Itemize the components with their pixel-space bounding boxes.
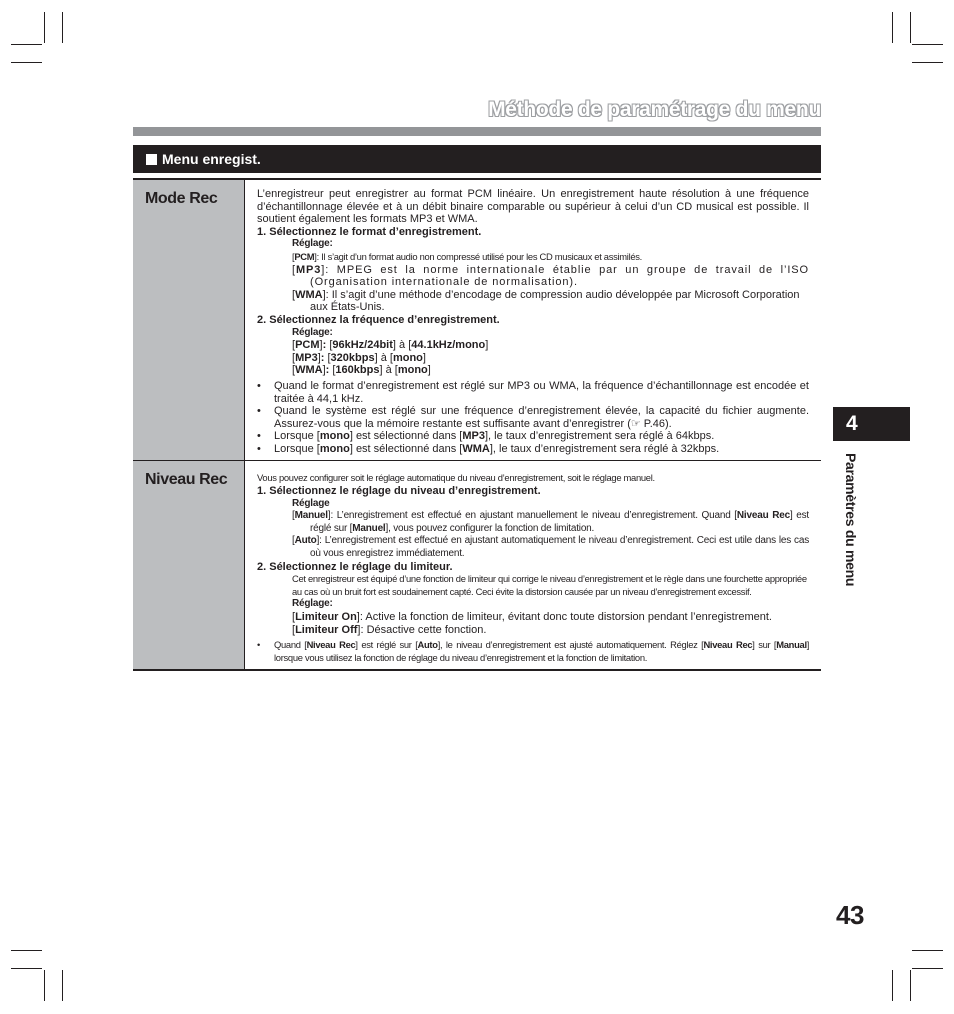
option-key: Limiteur On xyxy=(295,611,357,623)
page-number: 43 xyxy=(836,900,864,930)
limiter-description: Cet enregistreur est équipé d’une fonction de limiteur qui corrige le niveau d’enregistrement et le règle dans une fourchette appropriée au cas où un bruit fort est soudainement capté. Ceci évite la distorsion causée par un niveau d’enregistrement excessif. xyxy=(292,573,807,597)
reglage-label: Réglage xyxy=(292,497,330,509)
reglage-label: Réglage: xyxy=(292,326,333,338)
option-key: PCM xyxy=(294,250,315,262)
note-text: ] est réglé sur [ xyxy=(355,639,418,651)
note-key: mono xyxy=(319,442,350,455)
option-limiter-on: [Limiteur On]: Active la fonction de limiteur, évitant donc toute distorsion pendant l’enregistrement. xyxy=(292,611,772,623)
list-item xyxy=(257,430,809,443)
step-heading: 2. Sélectionnez la fréquence d’enregistrement. xyxy=(257,313,500,326)
crop-mark xyxy=(62,970,63,1001)
option-auto: [Auto]: L’enregistrement est effectué en ajustant automatiquement le niveau d’enregistrement. Ceci est utile dans les cas où vous enregistrez immédiatement. xyxy=(292,535,809,560)
reglage-label: Réglage: xyxy=(292,598,333,610)
option-desc: : Il s’agit d’une méthode d’encodage de compression audio développée par Microsoft Corporation aux États-Unis. xyxy=(310,288,800,314)
chapter-title: Paramètres du menu xyxy=(843,453,859,587)
note-text: Lorsque [ xyxy=(274,430,320,443)
note-text: ], le taux d’enregistrement sera réglé à 32kbps. xyxy=(489,442,720,455)
option-desc: : L’enregistrement est effectué en ajustant automatiquement le niveau d’enregistrement. Ceci est utile dans les cas où vous enregistrez immédiatement. xyxy=(310,535,809,560)
note-key: Auto xyxy=(417,639,438,651)
note-text: ], le niveau d’enregistrement est ajusté automatiquement. Réglez [ xyxy=(437,639,704,651)
option-wma: [WMA]: Il s’agit d’une méthode d’encodage de compression audio développée par Microsoft Corporation aux États-Unis. xyxy=(292,288,800,314)
freq-from: 320kbps xyxy=(330,351,375,364)
crop-mark xyxy=(912,44,943,45)
note-key: Niveau Rec xyxy=(703,639,753,651)
note-text: ] est sélectionné dans [ xyxy=(349,430,463,443)
crop-mark xyxy=(912,950,943,951)
to-word: à xyxy=(399,339,406,352)
freq-from: 160kbps xyxy=(335,364,380,377)
option-limiter-off: [Limiteur Off]: Désactive cette fonction. xyxy=(292,623,487,636)
crop-mark xyxy=(44,970,45,1001)
note-key: WMA xyxy=(462,442,490,455)
freq-to: mono xyxy=(392,351,423,364)
intro-text: Vous pouvez configurer soit le réglage automatique du niveau d’enregistrement, soit le réglage manuel. xyxy=(257,472,655,484)
option-desc: : Active la fonction de limiteur, évitant donc toute distorsion pendant l’enregistrement. xyxy=(359,611,772,623)
option-desc: : Désactive cette fonction. xyxy=(360,623,487,636)
row-content-mode-rec xyxy=(245,180,821,460)
crop-mark xyxy=(892,12,893,43)
table-row-niveau-rec xyxy=(133,460,821,669)
note-text: ] lorsque vous utilisez la fonction de réglage du niveau d’enregistrement et la fonction de limitation. xyxy=(274,639,810,663)
table-row-mode-rec xyxy=(133,180,821,460)
chapter-number: 4 xyxy=(846,412,858,435)
note-key: mono xyxy=(319,430,350,443)
note-text: ], le taux d’enregistrement sera réglé à 64kbps. xyxy=(484,430,715,443)
square-bullet-icon xyxy=(146,154,157,165)
chapter-tab xyxy=(833,407,910,441)
crop-mark xyxy=(11,968,42,969)
crop-mark xyxy=(44,12,45,43)
note-text: ] sur [ xyxy=(752,639,777,651)
note-key: Niveau Rec xyxy=(306,639,356,651)
list-item xyxy=(257,443,809,456)
option-desc: : Il s’agit d’un format audio non compressé utilisé pour les CD musicaux et assimilés. xyxy=(316,250,642,262)
step-heading: 1. Sélectionnez le réglage du niveau d’enregistrement. xyxy=(257,485,541,498)
step-heading: 1. Sélectionnez le format d’enregistrement. xyxy=(257,225,482,238)
header-rule xyxy=(133,127,821,136)
option-desc: : L’enregistrement est effectué en ajustant manuellement le niveau d’enregistrement. Quand [ xyxy=(330,510,737,522)
step-heading: 2. Sélectionnez le réglage du limiteur. xyxy=(257,560,453,573)
crop-mark xyxy=(11,44,42,45)
crop-mark xyxy=(11,950,42,951)
crop-mark xyxy=(910,970,911,1001)
option-key: PCM xyxy=(295,339,320,352)
crop-mark xyxy=(912,968,943,969)
option-key: MP3 xyxy=(295,263,322,276)
note-text: Lorsque [ xyxy=(274,442,320,455)
reglage-label: Réglage: xyxy=(292,238,333,250)
freq-wma: [WMA]: [160kbps] à [mono] xyxy=(292,364,431,377)
option-manuel: [Manuel]: L’enregistrement est effectué en ajustant manuellement le niveau d’enregistrement. Quand [Niveau Rec] est réglé sur [Manuel], vous pouvez configurer la fonction de limitation. xyxy=(292,510,809,534)
page-header-title: Méthode de paramétrage du menu xyxy=(488,98,821,121)
list-item: • Quand le système est réglé sur une fréquence d’enregistrement élevée, la capacité du fichier augmente. Assurez-vous que la mémoire restante est suffisante avant d’enregistrer (☞ P.46). xyxy=(257,405,809,430)
notes-list xyxy=(257,380,809,456)
section-heading xyxy=(133,145,821,173)
crop-mark xyxy=(892,970,893,1001)
note-key: MP3 xyxy=(462,430,485,443)
option-desc: ] est réglé sur [ xyxy=(310,510,809,534)
section-title: Menu enregist. xyxy=(162,151,261,167)
intro-text: L’enregistreur peut enregistrer au format PCM linéaire. Un enregistrement haute résolution à une fréquence d’échantillonnage élevée et à un débit binaire comparable ou supérieur à celui d’un CD musical est possible. Il soutient également les formats MP3 et WMA. xyxy=(257,188,809,226)
option-key: Limiteur Off xyxy=(295,623,358,636)
list-item: • Quand le format d’enregistrement est réglé sur MP3 ou WMA, la fréquence d’échantillonnage est encodée et traitée à 44,1 kHz. xyxy=(257,380,809,405)
option-mp3: [MP3]: MPEG est la norme internationale établie par un groupe de travail de l’ISO (Organisation internationale de normalisation). xyxy=(292,263,809,289)
freq-to: 44.1kHz/mono xyxy=(411,339,486,352)
freq-pcm: [PCM]: [96kHz/24bit] à [44.1kHz/mono] xyxy=(292,339,489,352)
option-desc: : MPEG est la norme internationale établie par un groupe de travail de l’ISO (Organisation internationale de normalisation). xyxy=(310,263,809,289)
row-label-mode-rec: Mode Rec xyxy=(133,180,245,460)
option-key: WMA xyxy=(295,288,323,301)
crop-mark xyxy=(912,62,943,63)
crop-mark xyxy=(62,12,63,43)
freq-to: mono xyxy=(397,364,428,377)
notes-list xyxy=(257,639,809,664)
freq-from: 96kHz/24bit xyxy=(332,339,393,352)
crop-mark xyxy=(11,62,42,63)
note-key: Manual xyxy=(776,639,807,651)
option-key: Auto xyxy=(294,535,317,547)
row-content-niveau-rec xyxy=(245,461,821,669)
option-key: MP3 xyxy=(295,351,318,364)
freq-mp3: [MP3]: [320kbps] à [mono] xyxy=(292,351,426,364)
option-key: Manuel xyxy=(294,510,328,522)
option-key: WMA xyxy=(295,364,323,377)
option-key: Niveau Rec xyxy=(736,510,790,522)
option-key: Manuel xyxy=(352,522,386,534)
to-word: à xyxy=(385,364,392,377)
option-desc: ], vous pouvez configurer la fonction de limitation. xyxy=(385,522,595,534)
crop-mark xyxy=(910,12,911,43)
to-word: à xyxy=(380,351,387,364)
row-label-niveau-rec: Niveau Rec xyxy=(133,461,245,669)
list-item xyxy=(257,639,809,664)
option-pcm: [PCM]: Il s’agit d’un format audio non compressé utilisé pour les CD musicaux et assimilés. xyxy=(292,250,642,262)
note-text: ] est sélectionné dans [ xyxy=(349,442,463,455)
settings-table xyxy=(133,178,821,671)
note-text: Quand [ xyxy=(274,639,307,651)
